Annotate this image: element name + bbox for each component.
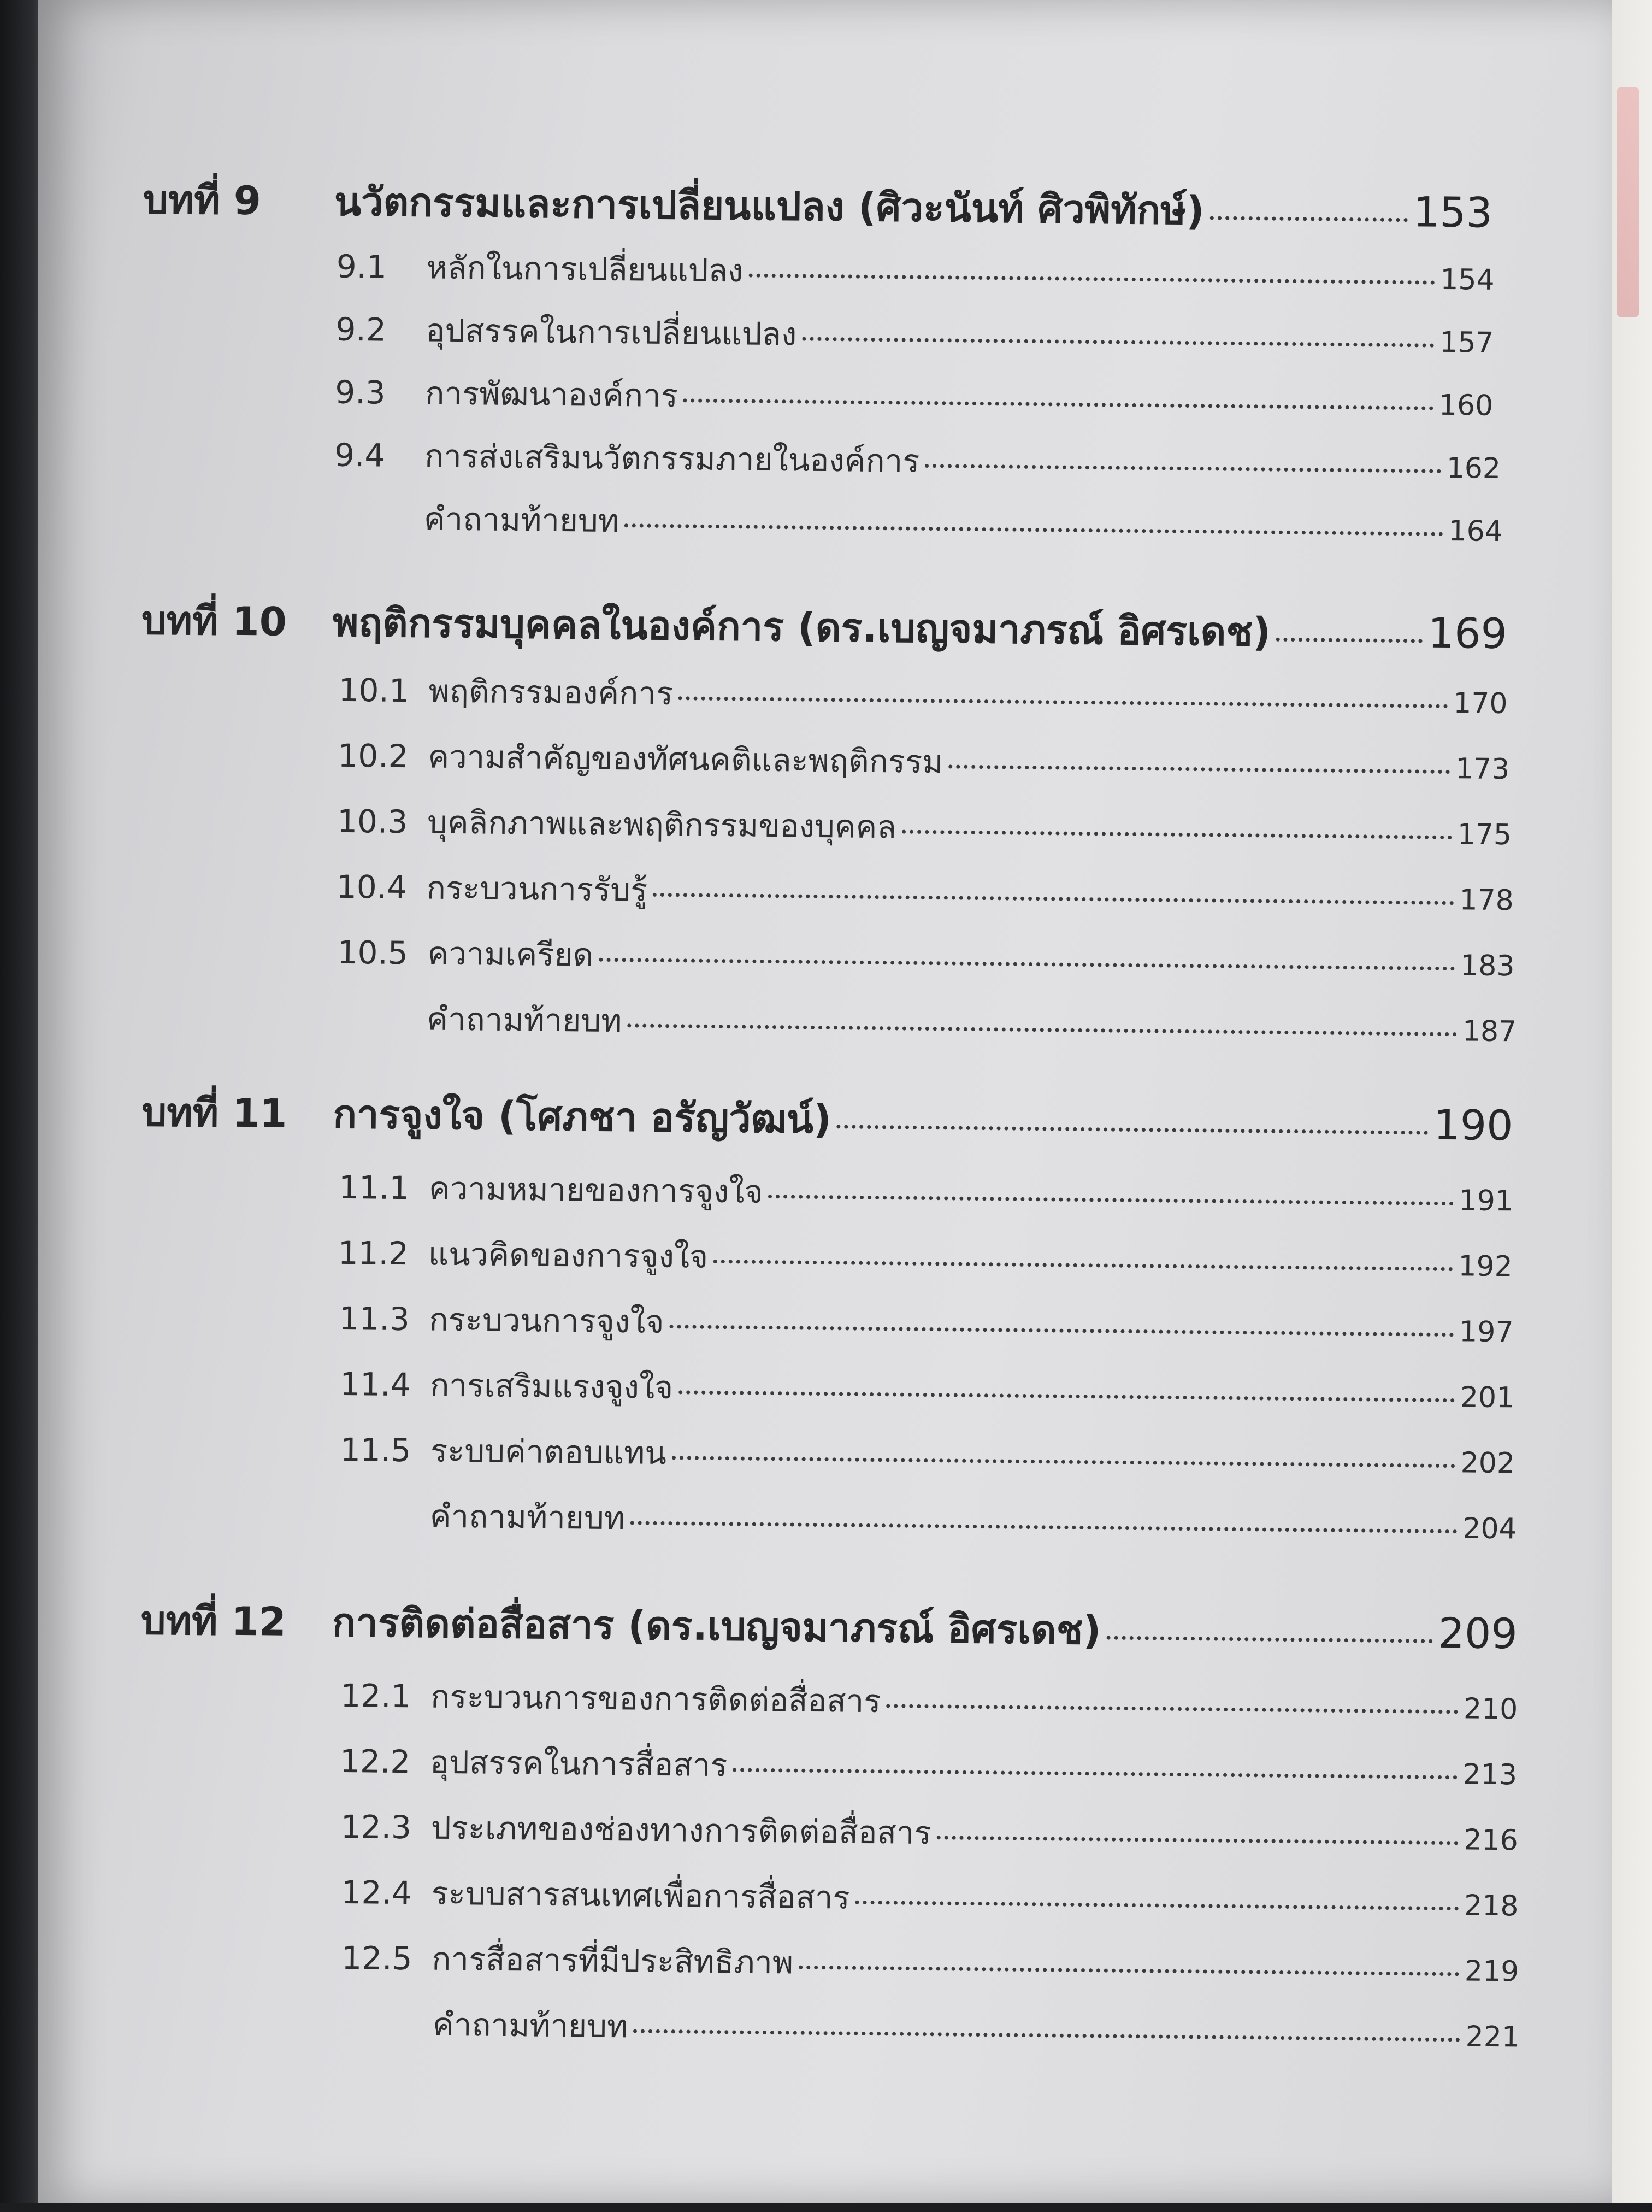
dot-leader <box>678 696 1448 708</box>
section-title: ความเครียด <box>427 934 594 974</box>
chapter-page: 153 <box>1413 187 1493 237</box>
section-number: 10.4 <box>336 868 408 907</box>
dot-leader <box>925 464 1441 473</box>
chapter-title: การติดต่อสื่อสาร (ดร.เบญจมาภรณ์ อิศรเดช) <box>332 1599 1101 1654</box>
section-number: 9.2 <box>335 310 387 349</box>
section-title: อุปสรรคในการสื่อสาร <box>429 1743 728 1784</box>
section-title: ความหมายของการจูงใจ <box>428 1169 763 1210</box>
section-title: หลักในการเปลี่ยนแปลง <box>426 249 744 290</box>
section-entry <box>341 1932 1519 1996</box>
chapter-label: บทที่ 11 <box>141 1089 287 1137</box>
chapter-title: พฤติกรรมบุคคลในองค์การ (ดร.เบญจมาภรณ์ อิศรเดช) <box>332 599 1271 655</box>
section-number: 12.3 <box>340 1808 412 1846</box>
section-title: ระบบค่าตอบแทน <box>430 1432 667 1472</box>
section-number: 9.1 <box>336 248 387 286</box>
dot-leader <box>627 1023 1457 1036</box>
section-page: 175 <box>1457 818 1512 852</box>
dot-leader <box>669 1325 1454 1337</box>
section-title: คำถามท้ายบท <box>427 1000 622 1040</box>
chapter-heading <box>141 1080 1513 1157</box>
section-title: แนวคิดของการจูงใจ <box>428 1235 709 1275</box>
dot-leader <box>937 1836 1459 1845</box>
section-number: 11.2 <box>338 1234 409 1273</box>
section-page: 221 <box>1465 2020 1520 2054</box>
section-entry <box>336 241 1495 304</box>
dot-leader <box>1106 1636 1432 1643</box>
section-page: 170 <box>1453 687 1508 721</box>
section-number: 12.2 <box>339 1742 411 1781</box>
section-title: กระบวนการรับรู้ <box>426 869 648 909</box>
section-page: 202 <box>1460 1446 1515 1480</box>
dot-leader <box>599 958 1455 970</box>
chapter-page: 190 <box>1433 1100 1513 1150</box>
section-entry <box>340 1801 1518 1864</box>
section-number: 12.4 <box>341 1873 412 1912</box>
section-page: 218 <box>1464 1889 1519 1923</box>
section-entry <box>334 430 1501 492</box>
dot-leader <box>748 274 1435 285</box>
dot-leader <box>672 1456 1455 1468</box>
dot-leader <box>678 1390 1455 1402</box>
dot-leader <box>837 1125 1429 1134</box>
section-entry <box>341 1867 1519 1930</box>
dot-leader <box>948 764 1450 774</box>
section-page: 162 <box>1446 451 1501 485</box>
section-entry <box>335 367 1494 430</box>
chapter-label: บทที่ 12 <box>140 1597 287 1645</box>
section-page: 192 <box>1458 1250 1513 1284</box>
section-page: 183 <box>1460 949 1515 983</box>
section-entry <box>333 492 1503 555</box>
section-title: อุปสรรคในการเปลี่ยนแปลง <box>426 311 797 353</box>
section-title: การพัฒนาองค์การ <box>425 374 678 415</box>
dot-leader <box>902 830 1452 840</box>
section-entry <box>339 1490 1517 1553</box>
section-title: คำถามท้ายบท <box>429 1497 626 1537</box>
section-entry <box>338 1227 1513 1291</box>
section-number: 10.3 <box>337 802 408 841</box>
section-page: 201 <box>1460 1381 1515 1415</box>
section-number: 9.3 <box>335 373 386 411</box>
section-page: 157 <box>1439 326 1494 360</box>
section-page: 210 <box>1463 1692 1518 1726</box>
section-entry <box>340 1736 1518 1799</box>
dot-leader <box>633 2029 1460 2042</box>
dot-leader <box>624 523 1443 536</box>
chapter-heading <box>140 1589 1518 1666</box>
section-entry <box>337 796 1512 859</box>
section-entry <box>340 1424 1515 1487</box>
section-entry <box>335 304 1494 367</box>
section-entry <box>340 1358 1515 1422</box>
section-number: 11.3 <box>339 1299 410 1338</box>
chapter-heading <box>143 168 1492 245</box>
section-title: การส่งเสริมนวัตกรรมภายในองค์การ <box>424 437 920 480</box>
section-number: 12.1 <box>340 1676 411 1715</box>
section-title: การเสริมแรงจูงใจ <box>430 1366 674 1407</box>
dot-leader <box>802 337 1434 348</box>
section-page: 191 <box>1459 1184 1514 1218</box>
section-entry <box>337 927 1515 990</box>
dot-leader <box>886 1704 1458 1714</box>
chapter-page: 169 <box>1427 608 1508 658</box>
section-entry <box>339 1293 1514 1356</box>
section-entry <box>337 992 1517 1056</box>
section-title: ระบบสารสนเทศเพื่อการสื่อสาร <box>431 1874 851 1916</box>
section-title: กระบวนการจูงใจ <box>429 1301 664 1341</box>
section-entry <box>338 664 1508 727</box>
section-title: คำถามท้ายบท <box>432 2005 628 2045</box>
section-number: 11.5 <box>340 1431 411 1469</box>
section-title: ความสำคัญของทัศนคติและพฤติกรรม <box>428 738 943 781</box>
section-number: 10.1 <box>338 671 410 710</box>
section-entry <box>338 730 1510 793</box>
section-page: 160 <box>1438 389 1494 422</box>
section-number <box>340 1526 430 1527</box>
section-page: 197 <box>1459 1315 1514 1349</box>
section-title: บุคลิกภาพและพฤติกรรมของบุคคล <box>427 803 897 846</box>
section-page: 216 <box>1464 1823 1519 1857</box>
section-number: 9.4 <box>334 436 385 474</box>
section-entry <box>339 1162 1514 1225</box>
section-title: การสื่อสารที่มีประสิทธิภาพ <box>432 1940 794 1981</box>
section-title: คำถามท้ายบท <box>423 500 620 540</box>
dot-leader <box>768 1195 1453 1205</box>
section-entry <box>343 1998 1520 2061</box>
section-number: 10.2 <box>338 737 409 775</box>
section-page: 164 <box>1448 515 1503 549</box>
dot-leader <box>799 1966 1459 1976</box>
section-page: 219 <box>1464 1955 1519 1989</box>
dot-leader <box>683 398 1433 410</box>
dot-leader <box>653 893 1454 905</box>
dot-leader <box>713 1260 1453 1271</box>
section-number: 11.1 <box>338 1168 410 1207</box>
section-title: ประเภทของช่องทางการติดต่อสื่อสาร <box>430 1809 932 1852</box>
dot-leader <box>630 1521 1458 1533</box>
section-page: 213 <box>1462 1758 1518 1792</box>
section-number <box>334 529 424 530</box>
dot-leader <box>733 1768 1457 1779</box>
section-number: 10.5 <box>337 933 409 972</box>
section-title: พฤติกรรมองค์การ <box>428 672 674 713</box>
chapter-title: นวัตกรรมและการเปลี่ยนแปลง (ศิวะนันท์ ศิวพิทักษ์) <box>334 178 1205 234</box>
dot-leader <box>1210 216 1407 222</box>
section-page: 187 <box>1462 1015 1517 1049</box>
section-page: 178 <box>1459 884 1514 917</box>
dot-leader <box>1276 638 1423 643</box>
section-number: 11.4 <box>340 1365 411 1404</box>
chapter-title: การจูงใจ (โศภชา อรัญวัฒน์) <box>333 1091 832 1143</box>
section-entry <box>336 861 1514 925</box>
chapter-heading <box>141 589 1507 666</box>
section-page: 204 <box>1462 1512 1518 1546</box>
chapter-page: 209 <box>1438 1608 1518 1658</box>
chapter-label: บทที่ 10 <box>141 597 287 645</box>
dot-leader <box>856 1901 1459 1911</box>
chapter-label: บทที่ 9 <box>143 176 262 224</box>
section-page: 173 <box>1455 752 1510 786</box>
section-number <box>337 1029 427 1030</box>
section-number: 12.5 <box>341 1939 412 1978</box>
section-title: กระบวนการของการติดต่อสื่อสาร <box>430 1678 881 1720</box>
section-number <box>343 2034 433 2035</box>
section-page: 154 <box>1440 263 1495 297</box>
section-entry <box>340 1670 1518 1733</box>
